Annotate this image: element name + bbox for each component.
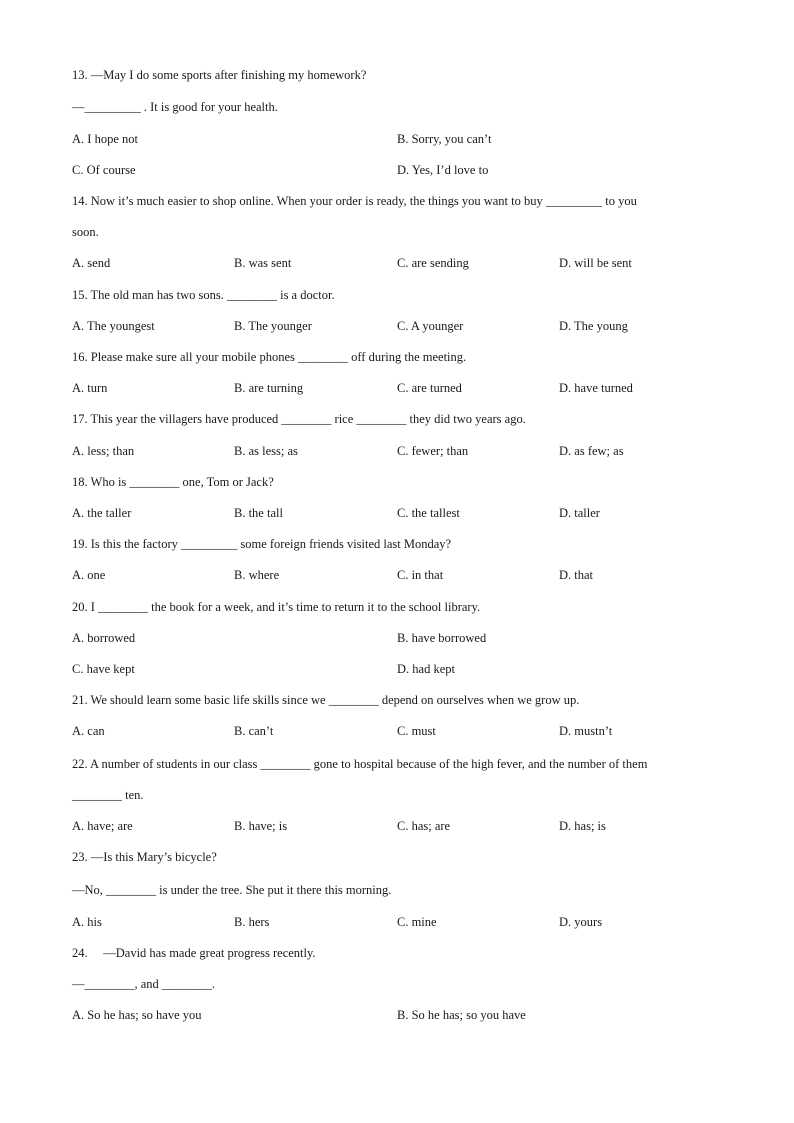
question-22-stem-line2: ________ ten. bbox=[72, 788, 144, 802]
question-19-option-d[interactable]: D. that bbox=[559, 568, 594, 582]
question-23-option-c[interactable]: C. mine bbox=[397, 915, 437, 929]
question-21-option-d[interactable]: D. mustn’t bbox=[559, 724, 613, 738]
question-24-stem: 24. —David has made great progress recently. bbox=[72, 946, 316, 960]
question-18-option-b[interactable]: B. the tall bbox=[234, 506, 283, 520]
question-17-option-a[interactable]: A. less; than bbox=[72, 444, 135, 458]
question-19-option-a[interactable]: A. one bbox=[72, 568, 106, 582]
question-21-stem: 21. We should learn some basic life skills since we ________ depend on ourselves when we grow up. bbox=[72, 693, 580, 707]
question-22-stem: 22. A number of students in our class ________ gone to hospital because of the high fever, and the number of them bbox=[72, 757, 648, 771]
question-22-option-c[interactable]: C. has; are bbox=[397, 819, 451, 833]
question-16-option-c[interactable]: C. are turned bbox=[397, 381, 462, 395]
question-14-option-a[interactable]: A. send bbox=[72, 256, 111, 270]
question-18-stem: 18. Who is ________ one, Tom or Jack? bbox=[72, 475, 274, 489]
question-19-stem: 19. Is this the factory _________ some foreign friends visited last Monday? bbox=[72, 537, 452, 551]
question-17-option-b[interactable]: B. as less; as bbox=[234, 444, 298, 458]
question-16-option-a[interactable]: A. turn bbox=[72, 381, 108, 395]
question-15-option-c[interactable]: C. A younger bbox=[397, 319, 464, 333]
question-22-option-d[interactable]: D. has; is bbox=[559, 819, 606, 833]
question-17-stem: 17. This year the villagers have produced ________ rice ________ they did two years ago. bbox=[72, 412, 526, 426]
question-18-option-a[interactable]: A. the taller bbox=[72, 506, 132, 520]
question-20-option-d[interactable]: D. had kept bbox=[397, 662, 455, 676]
question-23-stem-line2: —No, ________ is under the tree. She put it there this morning. bbox=[72, 883, 392, 897]
question-20-stem: 20. I ________ the book for a week, and it’s time to return it to the school library. bbox=[72, 600, 481, 614]
question-19-option-b[interactable]: B. where bbox=[234, 568, 280, 582]
question-15-stem: 15. The old man has two sons. ________ is a doctor. bbox=[72, 288, 335, 302]
question-21-option-a[interactable]: A. can bbox=[72, 724, 105, 738]
question-20-option-b[interactable]: B. have borrowed bbox=[397, 631, 487, 645]
question-17-option-d[interactable]: D. as few; as bbox=[559, 444, 624, 458]
question-14-option-d[interactable]: D. will be sent bbox=[559, 256, 632, 270]
question-15-option-b[interactable]: B. The younger bbox=[234, 319, 312, 333]
question-14-stem: 14. Now it’s much easier to shop online. When your order is ready, the things you want to buy _________ to you bbox=[72, 194, 637, 208]
question-14-stem-line2: soon. bbox=[72, 225, 99, 239]
question-21-option-b[interactable]: B. can’t bbox=[234, 724, 274, 738]
question-16-option-b[interactable]: B. are turning bbox=[234, 381, 304, 395]
question-13-option-b[interactable]: B. Sorry, you can’t bbox=[397, 132, 492, 146]
question-13-option-d[interactable]: D. Yes, I’d love to bbox=[397, 163, 489, 177]
question-15-option-a[interactable]: A. The youngest bbox=[72, 319, 155, 333]
question-17-option-c[interactable]: C. fewer; than bbox=[397, 444, 469, 458]
question-14-option-c[interactable]: C. are sending bbox=[397, 256, 469, 270]
question-23-option-b[interactable]: B. hers bbox=[234, 915, 270, 929]
question-23-option-d[interactable]: D. yours bbox=[559, 915, 603, 929]
question-13-stem: 13. —May I do some sports after finishing my homework? bbox=[72, 68, 367, 82]
question-22-option-b[interactable]: B. have; is bbox=[234, 819, 288, 833]
question-23-option-a[interactable]: A. his bbox=[72, 915, 102, 929]
question-23-stem: 23. —Is this Mary’s bicycle? bbox=[72, 850, 217, 864]
question-15-option-d[interactable]: D. The young bbox=[559, 319, 628, 333]
question-16-option-d[interactable]: D. have turned bbox=[559, 381, 633, 395]
question-13-option-a[interactable]: A. I hope not bbox=[72, 132, 138, 146]
question-20-option-c[interactable]: C. have kept bbox=[72, 662, 135, 676]
question-18-option-d[interactable]: D. taller bbox=[559, 506, 600, 520]
question-24-option-b[interactable]: B. So he has; so you have bbox=[397, 1008, 526, 1022]
question-13-stem-line2: —_________ . It is good for your health. bbox=[72, 100, 278, 114]
question-22-option-a[interactable]: A. have; are bbox=[72, 819, 133, 833]
question-19-option-c[interactable]: C. in that bbox=[397, 568, 444, 582]
question-14-option-b[interactable]: B. was sent bbox=[234, 256, 292, 270]
question-24-stem-line2: —________, and ________. bbox=[72, 977, 216, 991]
question-21-option-c[interactable]: C. must bbox=[397, 724, 436, 738]
question-24-option-a[interactable]: A. So he has; so have you bbox=[72, 1008, 202, 1022]
question-13-option-c[interactable]: C. Of course bbox=[72, 163, 136, 177]
question-20-option-a[interactable]: A. borrowed bbox=[72, 631, 136, 645]
question-16-stem: 16. Please make sure all your mobile phones ________ off during the meeting. bbox=[72, 350, 467, 364]
question-18-option-c[interactable]: C. the tallest bbox=[397, 506, 460, 520]
